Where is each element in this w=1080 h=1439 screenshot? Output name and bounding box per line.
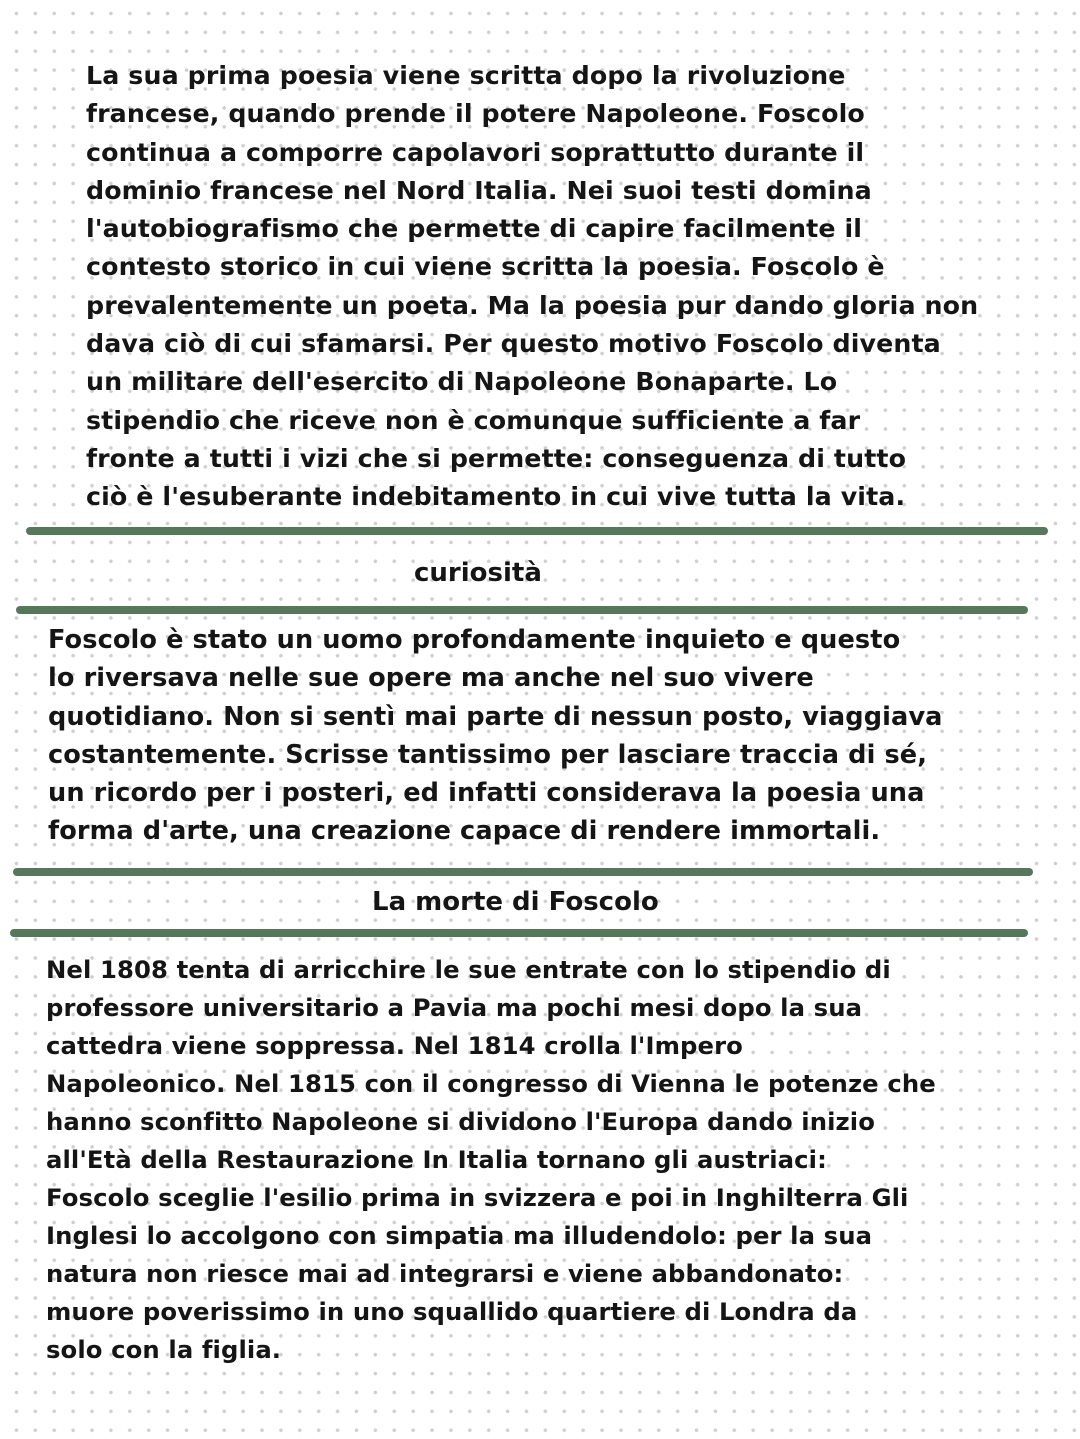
text-line: l'autobiografismo che permette di capire facilmente il xyxy=(86,214,863,244)
section-divider xyxy=(13,868,1033,876)
text-line: hanno sconfitto Napoleone si dividono l'Europa dando inizio xyxy=(46,1107,876,1136)
text-line: muore poverissimo in uno squallido quartiere di Londra da xyxy=(46,1297,858,1326)
section-divider xyxy=(16,606,1028,614)
text-line: dava ciò di cui sfamarsi. Per questo motivo Foscolo diventa xyxy=(86,329,941,359)
text-line: dominio francese nel Nord Italia. Nei suoi testi domina xyxy=(86,175,872,205)
section-heading-curiosita: curiosità xyxy=(414,558,542,588)
text-line: ciò è l'esuberante indebitamento in cui vive tutta la vita. xyxy=(86,482,906,512)
text-line: La sua prima poesia viene scritta dopo la rivoluzione xyxy=(86,61,846,90)
text-line: all'Età della Restaurazione In Italia tornano gli austriaci: xyxy=(46,1145,827,1174)
text-line: lo riversava nelle sue opere ma anche nel suo vivere xyxy=(48,663,814,694)
morte-paragraph xyxy=(46,951,936,1369)
text-line: prevalentemente un poeta. Ma la poesia pur dando gloria non xyxy=(86,290,979,320)
text-line: quotidiano. Non si sentì mai parte di nessun posto, viaggiava xyxy=(48,701,943,732)
text-line: Inglesi lo accolgono con simpatia ma illudendolo: per la sua xyxy=(46,1221,873,1250)
text-line: contesto storico in cui viene scritta la poesia. Foscolo è xyxy=(86,252,885,282)
text-line: continua a comporre capolavori soprattutto durante il xyxy=(86,137,865,167)
text-line: professore universitario a Pavia ma pochi mesi dopo la sua xyxy=(46,993,863,1022)
text-line: Foscolo è stato un uomo profondamente inquieto e questo xyxy=(48,625,901,655)
text-line: Foscolo sceglie l'esilio prima in svizzera e poi in Inghilterra Gli xyxy=(46,1183,909,1212)
text-line: fronte a tutti i vizi che si permette: conseguenza di tutto xyxy=(86,443,907,473)
text-line: natura non riesce mai ad integrarsi e viene abbandonato: xyxy=(46,1259,844,1288)
curiosita-paragraph xyxy=(48,621,943,851)
text-line: solo con la figlia. xyxy=(46,1335,282,1364)
section-heading-morte: La morte di Foscolo xyxy=(372,887,659,917)
section-divider xyxy=(26,527,1048,535)
text-line: costantemente. Scrisse tantissimo per lasciare traccia di sé, xyxy=(48,739,928,770)
text-line: un militare dell'esercito di Napoleone Bonaparte. Lo xyxy=(86,367,838,397)
section-divider xyxy=(10,929,1028,937)
intro-paragraph xyxy=(86,57,978,517)
text-line: Nel 1808 tenta di arricchire le sue entrate con lo stipendio di xyxy=(46,955,891,984)
text-line: Napoleonico. Nel 1815 con il congresso di Vienna le potenze che xyxy=(46,1069,936,1098)
text-line: forma d'arte, una creazione capace di rendere immortali. xyxy=(48,816,881,847)
text-line: francese, quando prende il potere Napoleone. Foscolo xyxy=(86,99,865,129)
text-line: un ricordo per i posteri, ed infatti considerava la poesia una xyxy=(48,778,925,809)
text-line: cattedra viene soppressa. Nel 1814 crolla l'Impero xyxy=(46,1031,743,1060)
text-line: stipendio che riceve non è comunque sufficiente a far xyxy=(86,405,861,435)
